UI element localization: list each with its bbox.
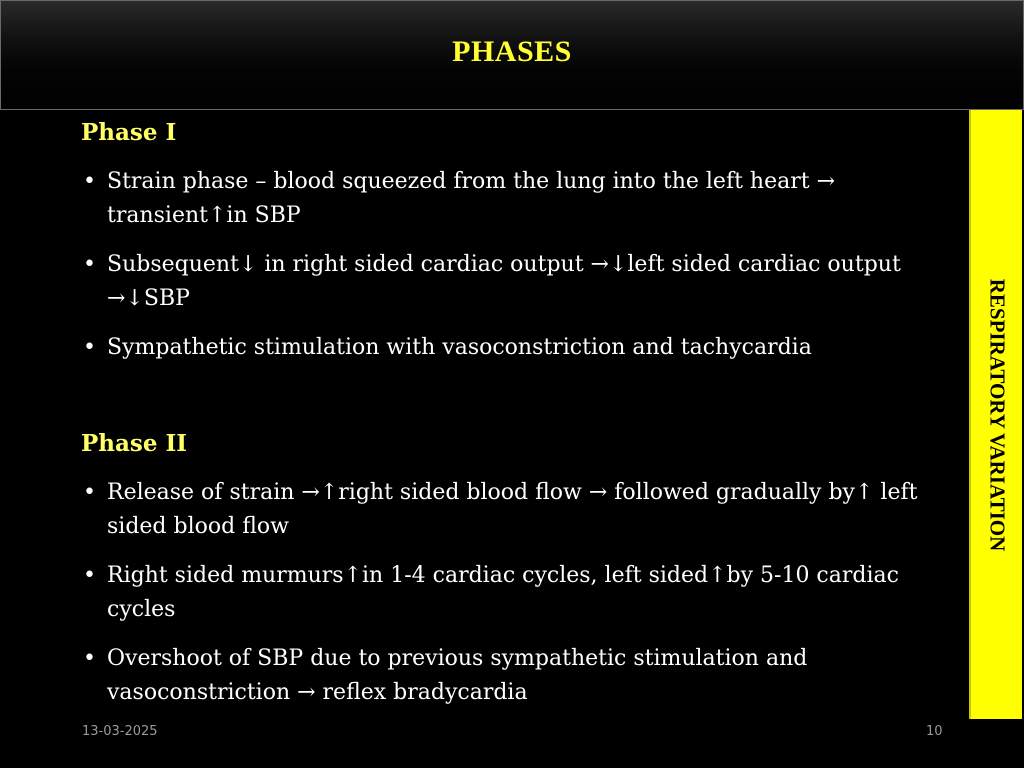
footer-date: 13-03-2025 [82,724,158,739]
header-bar [0,0,1024,110]
slide-title: PHASES [452,35,572,68]
bullet-icon: • [83,169,96,194]
bullet-icon: • [83,563,96,588]
bullet-text: Release of strain →↑right sided blood flow → followed gradually by↑ left sided blood flow [107,480,918,539]
list-item [81,559,961,627]
bullet-text: Sympathetic stimulation with vasoconstriction and tachycardia [107,335,812,360]
bullet-text: Overshoot of SBP due to previous sympathetic stimulation and vasoconstriction → reflex bradycardia [107,646,808,705]
bullet-text: Strain phase – blood squeezed from the lung into the left heart → transient↑in SBP [107,169,836,228]
bullet-icon: • [83,646,96,671]
side-label-bar [969,110,1022,719]
page-number: 10 [926,724,943,739]
bullet-text: Subsequent↓ in right sided cardiac output →↓left sided cardiac output →↓SBP [107,252,901,311]
phase-1-heading: Phase I [81,119,177,146]
bullet-icon: • [83,335,96,360]
bullet-icon: • [83,480,96,505]
phase-2-list [81,476,961,710]
slide-content [81,116,961,710]
list-item [81,165,961,233]
list-item [81,331,961,365]
list-item [81,248,961,316]
bullet-text: Right sided murmurs↑in 1-4 cardiac cycles, left sided↑by 5-10 cardiac cycles [107,563,899,622]
list-item [81,642,961,710]
side-label-text: RESPIRATORY VARIATION [985,278,1009,551]
phase-2-heading: Phase II [81,430,188,457]
bullet-icon: • [83,252,96,277]
list-item [81,476,961,544]
phase-1-list [81,165,961,365]
